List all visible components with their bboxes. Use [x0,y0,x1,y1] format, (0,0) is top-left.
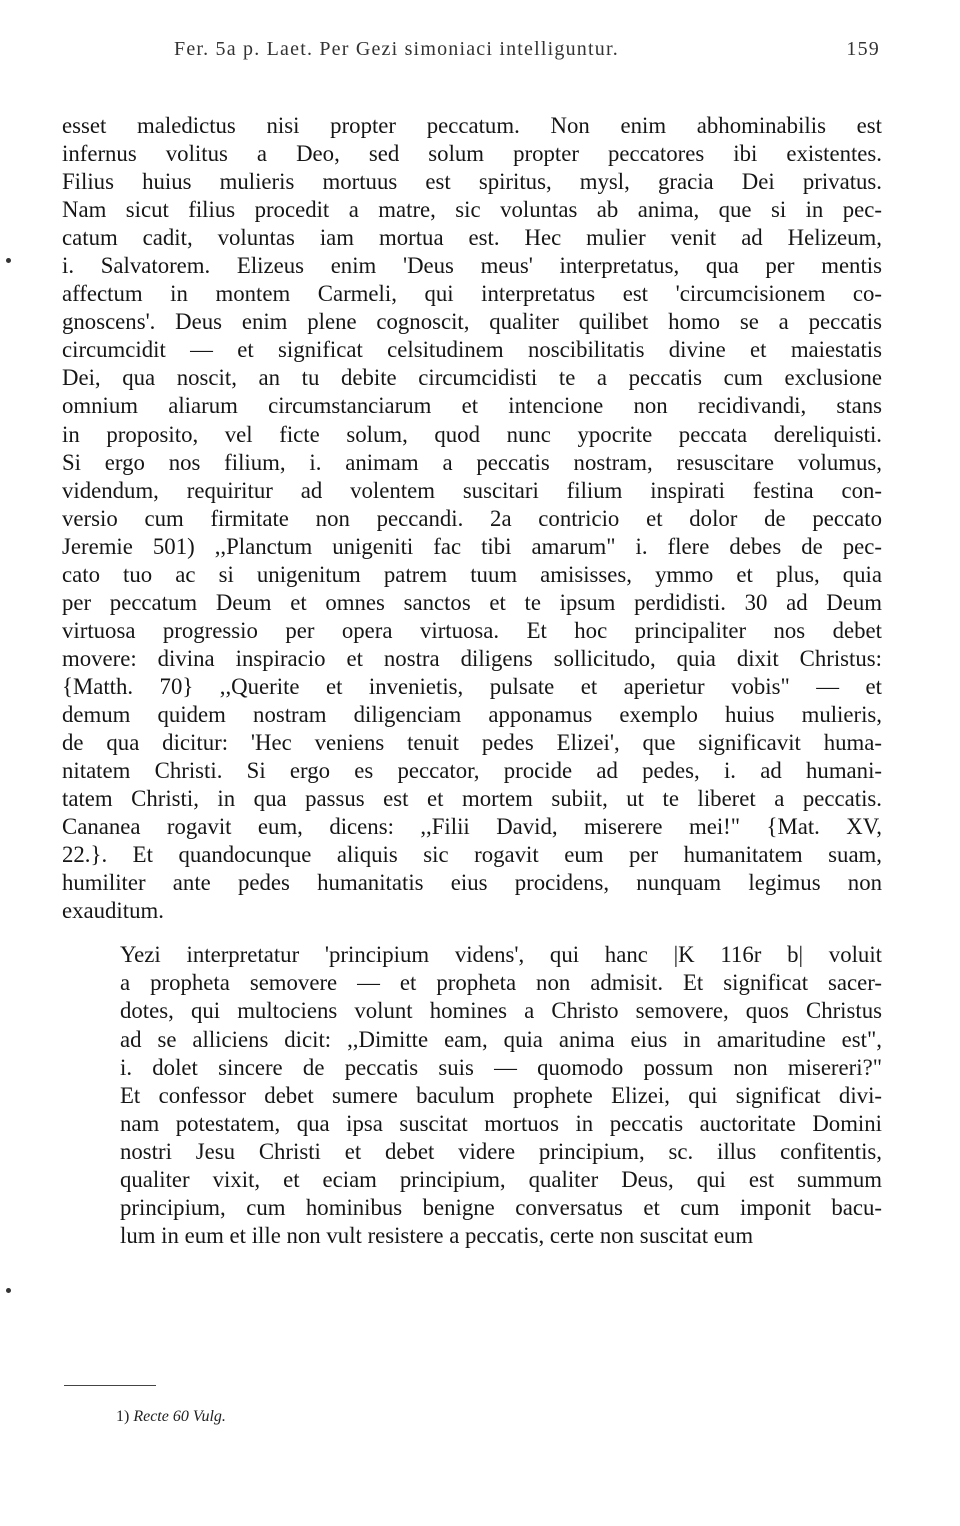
text-line: Cananea rogavit eum, dicens: ,,Filii David, miserere mei!" {Mat. XV, [62,814,882,840]
text-line: in proposito, vel ficte solum, quod nunc ypocrite peccata dereliquisti. [62,421,882,447]
paragraph-2 [62,941,882,1250]
text-line: nitatem Christi. Si ergo es peccator, procide ad pedes, i. ad humani- [62,758,882,784]
margin-dot-1 [6,258,11,263]
text-line: cato tuo ac si unigenitum patrem tuum amisisses, ymmo et plus, quia [62,561,882,587]
text-line: affectum in montem Carmeli, qui interpretatus est 'circumcisionem co- [62,281,882,307]
footnote-rule [64,1385,156,1386]
text-line: movere: divina inspiracio et nostra diligens sollicitudo, quia dixit Christus: [62,645,882,671]
text-line: demum quidem nostram diligenciam apponamus exemplo huius mulieris, [62,701,882,727]
text-line: qualiter vixit, et eciam principium, qualiter Deus, qui est summum [120,1166,882,1192]
text-line: gnoscens'. Deus enim plene cognoscit, qualiter quilibet homo se a peccatis [62,309,882,335]
text-line: versio cum firmitate non peccandi. 2a contricio et dolor de peccato [62,505,882,531]
text-line: lum in eum et ille non vult resistere a peccatis, certe non suscitat eum [120,1222,754,1248]
text-line: esset maledictus nisi propter peccatum. Non enim abhominabilis est [62,113,882,138]
text-line: per peccatum Deum et omnes sanctos et te ipsum perdidisti. 30 ad Deum [62,589,882,615]
text-line: 22.}. Et quandocunque aliquis sic rogavit eum per humanitatem suam, [62,842,882,868]
body-text [62,112,882,1250]
text-line: catum cadit, voluntas iam mortua est. Hec mulier venit ad Helizeum, [62,225,882,251]
text-line: Yezi interpretatur 'principium videns', qui hanc |K 116r b| voluit [120,942,882,968]
text-line: nostri Jesu Christi et debet videre principium, sc. illus confitentis, [120,1138,882,1164]
text-line: virtuosa progressio per opera virtuosa. Et hoc principaliter nos debet [62,617,882,643]
text-line: videndum, requiritur ad volentem suscitari filium inspirati festina con- [62,477,882,503]
text-line: humiliter ante pedes humanitatis eius procidens, nunquam legimus non [62,870,882,896]
text-line: exauditum. [62,898,164,924]
text-line: ad se alliciens dicit: ,,Dimitte eam, quia anima eius in amaritudine est", [120,1026,882,1052]
text-line: nam potestatem, qua ipsa suscitat mortuos in peccatis auctoritate Domini [120,1110,882,1136]
text-line: Dei, qua noscit, an tu debite circumcidisti te a peccatis cum exclusione [62,365,882,391]
footnote-marker: 1) [116,1408,130,1425]
text-line: circumcidit — et significat celsitudinem noscibilitatis divine et maiestatis [62,337,882,363]
running-head-title: Fer. 5a p. Laet. Per Gezi simoniaci intelliguntur. [174,38,619,60]
text-line: i. dolet sincere de peccatis suis — quomodo possum non misereri?" [120,1054,882,1080]
text-line: Filius huius mulieris mortuus est spiritus, mysl, gracia Dei privatus. [62,169,882,195]
page-number: 159 [846,38,880,60]
text-line: {Matth. 70} ,,Querite et invenietis, pulsate et aperietur vobis" — et [62,673,882,699]
text-line: a propheta semovere — et propheta non admisit. Et significat sacer- [120,970,882,996]
text-line: Jeremie 501) ,,Planctum unigeniti fac tibi amarum" i. flere debes de pec- [62,533,882,559]
text-line: de qua dicitur: 'Hec veniens tenuit pedes Elizei', que significavit huma- [62,730,882,756]
text-line: Si ergo nos filium, i. animam a peccatis nostram, resuscitare volumus, [62,449,882,475]
text-line: dotes, qui multociens volunt homines a Christo semovere, quos Christus [120,998,882,1024]
text-line: tatem Christi, in qua passus est et mortem subiit, ut te liberet a peccatis. [62,786,882,812]
running-head [62,38,880,68]
text-line: Nam sicut filius procedit a matre, sic voluntas ab anima, que si in pec- [62,197,882,223]
paragraph-1 [62,112,882,925]
footnote [116,1408,226,1426]
text-line: i. Salvatorem. Elizeus enim 'Deus meus' interpretatus, qua per mentis [62,253,882,279]
footnote-text: Recte 60 Vulg. [133,1408,226,1425]
text-line: omnium aliarum circumstanciarum et intencione non recidivandi, stans [62,393,882,419]
text-line: Et confessor debet sumere baculum prophete Elizei, qui significat divi- [120,1082,882,1108]
margin-dot-2 [6,1288,11,1293]
text-line: principium, cum hominibus benigne conversatus et cum imponit bacu- [120,1194,882,1220]
text-line: infernus volitus a Deo, sed solum propter peccatores ibi existentes. [62,141,882,167]
